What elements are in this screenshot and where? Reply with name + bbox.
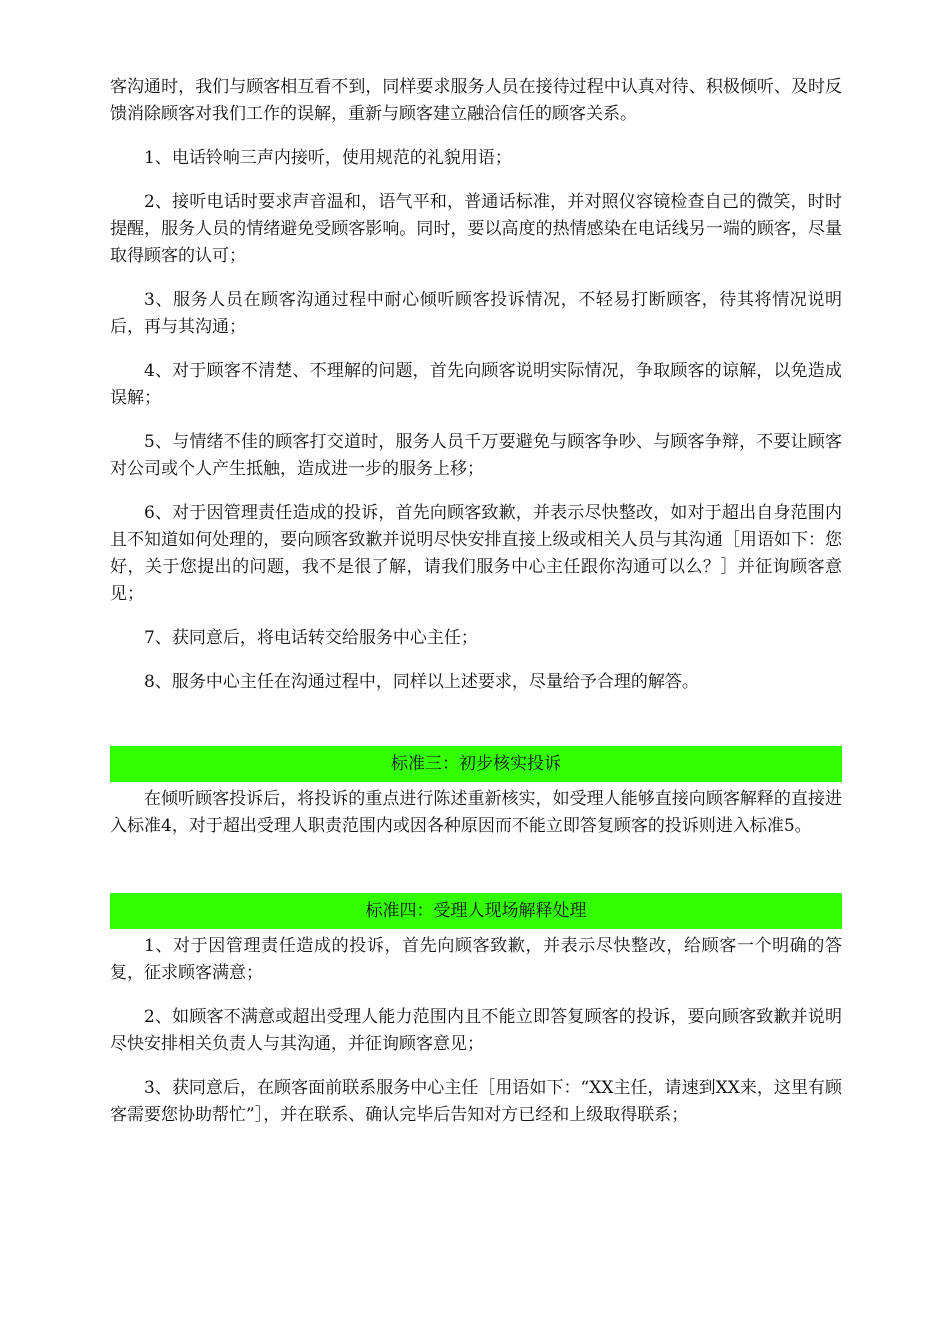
section-gap	[110, 840, 842, 873]
standard-3-heading: 标准三：初步核实投诉	[110, 746, 842, 782]
section-gap	[110, 696, 842, 746]
section-gap	[110, 873, 842, 893]
list-item: 2、如顾客不满意或超出受理人能力范围内且不能立即答复顾客的投诉，要向顾客致歉并说明尽快安排相关负责人与其沟通，并征询顾客意见；	[110, 1007, 842, 1054]
section-phone-items	[110, 145, 842, 696]
standard-4-heading: 标准四：受理人现场解释处理	[110, 893, 842, 929]
list-item: 7、获同意后，将电话转交给服务中心主任；	[144, 628, 478, 648]
list-item: 1、对于因管理责任造成的投诉，首先向顾客致歉，并表示尽快整改，给顾客一个明确的答复，征求顾客满意；	[110, 936, 842, 983]
list-item: 6、对于因管理责任造成的投诉，首先向顾客致歉，并表示尽快整改，如对于超出自身范围内且不知道如何处理的，要向顾客致歉并说明尽快安排直接上级或相关人员与其沟通［用语如下：您好，关于您提出的问题，我不是很了解，请我们服务中心主任跟你沟通可以么？］并征询顾客意见；	[110, 503, 842, 604]
standard-3-body: 在倾听顾客投诉后，将投诉的重点进行陈述重新核实，如受理人能够直接向顾客解释的直接进入标准4，对于超出受理人职责范围内或因各种原因而不能立即答复顾客的投诉则进入标准5。	[110, 789, 842, 836]
intro-paragraph: 客沟通时，我们与顾客相互看不到，同样要求服务人员在接待过程中认真对待、积极倾听、及时反馈消除顾客对我们工作的误解，重新与顾客建立融洽信任的顾客关系。	[110, 77, 842, 124]
list-item: 4、对于顾客不清楚、不理解的问题，首先向顾客说明实际情况，争取顾客的谅解，以免造成误解；	[110, 361, 842, 408]
list-item: 3、获同意后，在顾客面前联系服务中心主任［用语如下：“XX主任，请速到XX来，这里有顾客需要您协助帮忙”］，并在联系、确认完毕后告知对方已经和上级取得联系；	[110, 1078, 842, 1125]
list-item: 3、服务人员在顾客沟通过程中耐心倾听顾客投诉情况，不轻易打断顾客，待其将情况说明后，再与其沟通；	[110, 290, 842, 337]
list-item: 1、电话铃响三声内接听，使用规范的礼貌用语；	[144, 148, 512, 168]
standard-4-items	[110, 933, 842, 1129]
list-item: 8、服务中心主任在沟通过程中，同样以上述要求，尽量给予合理的解答。	[144, 672, 699, 692]
document-page	[110, 74, 842, 1129]
list-item: 2、接听电话时要求声音温和，语气平和，普通话标准，并对照仪容镜检查自己的微笑，时时提醒，服务人员的情绪避免受顾客影响。同时，要以高度的热情感染在电话线另一端的顾客，尽量取得顾客的认可；	[110, 192, 842, 266]
list-item: 5、与情绪不佳的顾客打交道时，服务人员千万要避免与顾客争吵、与顾客争辩，不要让顾客对公司或个人产生抵触，造成进一步的服务上移；	[110, 432, 842, 479]
